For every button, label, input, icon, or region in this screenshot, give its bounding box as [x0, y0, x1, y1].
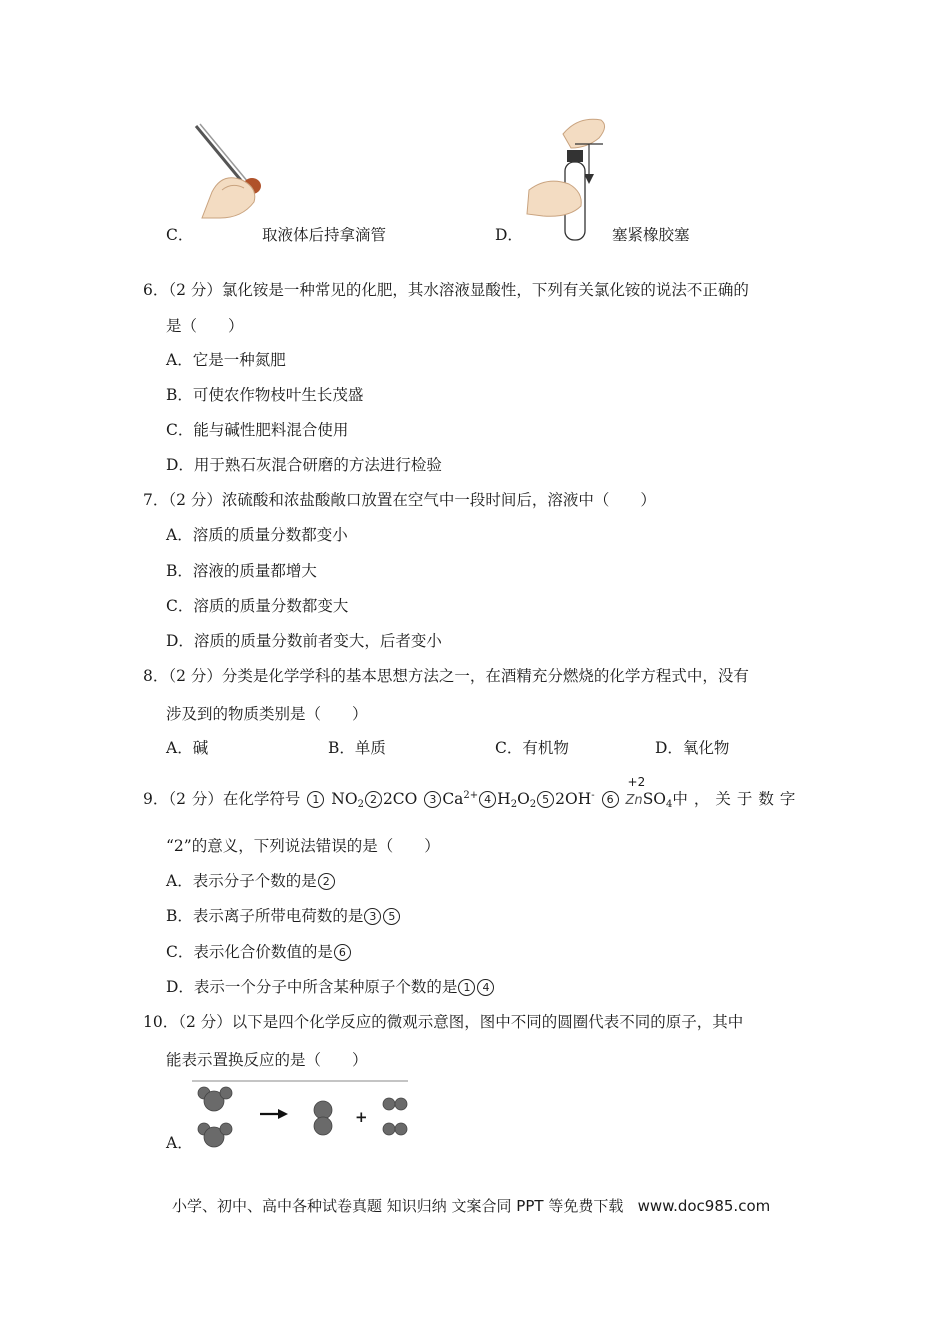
q10-stem-cont: 能表示置换反应的是（ ） [166, 1051, 368, 1069]
q6-option-a[interactable]: A．它是一种氮肥 [166, 351, 286, 369]
q10-option-a[interactable]: A． [166, 1134, 193, 1152]
q9-option-d[interactable]: D．表示一个分子中所含某种原子个数的是 1 4 [166, 977, 495, 997]
circled-number-6: 6 [602, 791, 619, 808]
q9-option-c[interactable]: C．表示化合价数值的是 6 [166, 942, 352, 962]
formula-2co: 2CO [382, 790, 418, 808]
q9-option-a[interactable]: A．表示分子个数的是 2 [166, 871, 336, 891]
circled-number: 3 [364, 908, 381, 925]
q5-option-c-text: 取液体后持拿滴管 [262, 226, 387, 244]
formula-znso4: +2 ZnSO$_4$ [626, 790, 673, 808]
q7-stem: 7．（2 分）浓硫酸和浓盐酸敞口放置在空气中一段时间后，溶液中（ ） [143, 491, 656, 509]
formula-ca-ion: $Ca^{2+}$ [442, 790, 479, 808]
circled-number: 6 [334, 944, 351, 961]
q8-stem: 8．（2 分）分类是化学学科的基本思想方法之一，在酒精充分燃烧的化学方程式中，没有 [143, 667, 749, 685]
footer-url-link[interactable]: www.doc985.com [637, 1197, 771, 1215]
q6-option-b[interactable]: B．可使农作物枝叶生长茂盛 [166, 386, 364, 404]
q9-option-b[interactable]: B．表示离子所带电荷数的是 3 5 [166, 906, 401, 926]
circled-number: 2 [318, 873, 335, 890]
circled-number-4: 4 [479, 791, 496, 808]
q10-stem: 10．（2 分）以下是四个化学反应的微观示意图，图中不同的圆圈代表不同的原子，其中 [143, 1013, 744, 1031]
q5-option-d: D． [495, 226, 523, 244]
valence-label: +2 [627, 775, 646, 789]
q6-option-d[interactable]: D．用于熟石灰混合研磨的方法进行检验 [166, 456, 442, 474]
circled-number-5: 5 [537, 791, 554, 808]
q6-option-c[interactable]: C．能与碱性肥料混合使用 [166, 421, 349, 439]
formula-2oh: 2OH- [555, 790, 595, 808]
formula-no2: $NO_2$ [331, 790, 364, 810]
q5-option-c: C． [166, 226, 194, 244]
circled-number: 1 [458, 979, 475, 996]
q8-option-c[interactable]: C．有机物 [495, 739, 569, 757]
q9-stem-cont: “2”的意义，下列说法错误的是（ ） [166, 837, 440, 855]
q6-stem: 6．（2 分）氯化铵是一种常见的化肥，其水溶液显酸性，下列有关氯化铵的说法不正确的 [143, 281, 749, 299]
q8-option-a[interactable]: A．碱 [166, 739, 209, 757]
q7-option-b[interactable]: B．溶液的质量都增大 [166, 562, 317, 580]
dropper-hand-illustration [192, 122, 268, 222]
q8-option-b[interactable]: B．单质 [328, 739, 386, 757]
page-footer: 小学、初中、高中各种试卷真题 知识归纳 文案合同 PPT 等免费下载 www.doc985.com [172, 1197, 771, 1215]
circled-number: 4 [477, 979, 494, 996]
q8-option-d[interactable]: D．氧化物 [655, 739, 730, 757]
q7-option-c[interactable]: C．溶质的质量分数都变大 [166, 597, 349, 615]
formula-h2o2: $H_2O_2$ [497, 790, 537, 810]
q5-option-d-text: 塞紧橡胶塞 [612, 226, 690, 244]
circled-number-2: 2 [365, 791, 382, 808]
circled-number: 5 [383, 908, 400, 925]
q7-option-a[interactable]: A．溶质的质量分数都变小 [166, 526, 348, 544]
q8-stem-cont: 涉及到的物质类别是（ ） [166, 705, 368, 723]
q7-option-d[interactable]: D．溶质的质量分数前者变大，后者变小 [166, 632, 442, 650]
reaction-diagram-a [192, 1078, 410, 1152]
circled-number-1: 1 [307, 791, 324, 808]
q10-plus-sign: + [355, 1108, 368, 1126]
q9-stem: 9．（2 分）在化学符号 1 $NO_2$ 2 2CO 3 $Ca^{2+}$ 4 $H_2O_2$ 5 2OH- 6 +2 ZnSO$_4$中，关于数字 [143, 786, 801, 815]
test-tube-stopper-illustration [523, 114, 615, 246]
q6-stem-cont: 是（ ） [166, 317, 244, 335]
circled-number-3: 3 [424, 791, 441, 808]
